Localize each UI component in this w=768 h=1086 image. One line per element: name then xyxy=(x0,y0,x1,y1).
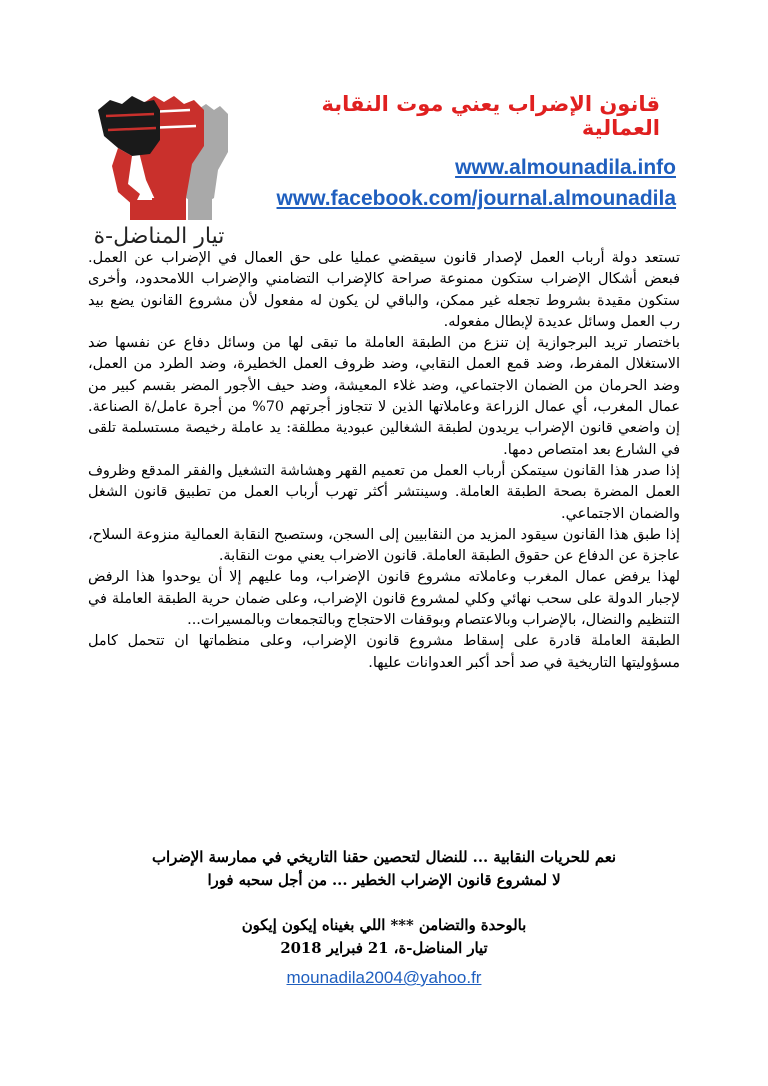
slogan: لا لمشروع قانون الإضراب الخطير ... من أجل سحبه فورا xyxy=(207,872,561,889)
paragraph: الطبقة العاملة قادرة على إسقاط مشروع قانون الإضراب، وعلى منظماتها ان تتحمل كامل مسؤوليتها التاريخية في صد أحد أكبر العدوانات عليها. xyxy=(88,633,680,671)
page-title: قانون الإضراب يعني موت النقابة العمالية xyxy=(321,92,660,140)
signature-date: تيار المناضل-ة، 21 فبراير 2018 xyxy=(280,940,488,957)
email-link[interactable]: mounadila2004@yahoo.fr xyxy=(286,968,482,987)
logo-caption: تيار المناضل-ة xyxy=(93,224,225,249)
facebook-link[interactable]: www.facebook.com/journal.almounadila xyxy=(276,187,676,210)
article-body xyxy=(88,248,680,674)
paragraph: باختصار تريد البرجوازية إن تنزع من الطبقة العاملة ما تبقى لها من وسائل دفاع عن نفسها ضد الاستغلال المفرط، وضد قمع العمل النقابي، وضد ظروف العمل الخطيرة، وضد الطرد من العمل، وضد الحرمان من الضمان الاجتماعي، وضد غلاء المعيشة، وضد حيف الأجور المضر بقسم كبير من عمال المغرب، أي عمال الزراعة وعاملاتها الذين لا تتجاوز أجرتهم 70% من أجرة عامل/ة الصناعة. إن واضعي قانون الإضراب يريدون لطبقة الشغالين عبودية مطلقة: يد عاملة رخيصة مستسلمة تلقى في الشارع بعد امتصاص دمها. xyxy=(88,335,680,458)
paragraph: إذا طبق هذا القانون سيقود المزيد من النقابيين إلى السجن، وستصبح النقابة العمالية منزوعة السلاح، عاجزة عن الدفاع عن حقوق الطبقة العاملة. قانون الاضراب يعني موت النقابة. xyxy=(88,526,680,565)
website-link[interactable]: www.almounadila.info xyxy=(455,156,676,179)
slogan: نعم للحريات النقابية ... للنضال لتحصين حقنا التاريخي في ممارسة الإضراب xyxy=(152,849,616,866)
raised-fist-icon xyxy=(88,88,230,220)
paragraph: إذا صدر هذا القانون سيتمكن أرباب العمل من تعميم القهر وهشاشة التشغيل والفقر المدقع وظروف العمل المضرة بصحة الطبقة العاملة. وسينتشر أكثر تهرب أرباب العمل من تطبيق قانون الشغل والضمان الاجتماعي. xyxy=(88,462,680,522)
paragraph: لهذا يرفض عمال المغرب وعاملاته مشروع قانون الإضراب، وما عليهم إلا أن يوحدوا هذا الرفض لإجبار الدولة على سحب نهائي وكلي لمشروع قانون الإضراب، وعلى ضمان حرية الطبقة العاملة في التنظيم والنضال، بالإضراب وبالاعتصام وبوقفات الاحتجاج وبالتجمعات وبالمسيرات... xyxy=(88,569,680,629)
logo xyxy=(88,88,230,256)
signature-motto: بالوحدة والتضامن *** اللي بغيناه إيكون إيكون xyxy=(241,917,527,934)
paragraph: تستعد دولة أرباب العمل لإصدار قانون سيقضي عمليا على حق العمال في الإضراب عن العمل. فبعض أشكال الإضراب ستكون ممنوعة صراحة كالإضراب التضامني والإضراب اللامحدود، وأخرى ستكون مقيدة بشروط تجعله غير ممكن، والباقي لن يكون له مفعول لأن مشروع القانون يضع بيد رب العمل وسائل عديدة لإبطال مفعوله. xyxy=(88,250,680,330)
signature xyxy=(88,914,680,960)
slogans xyxy=(88,846,680,892)
